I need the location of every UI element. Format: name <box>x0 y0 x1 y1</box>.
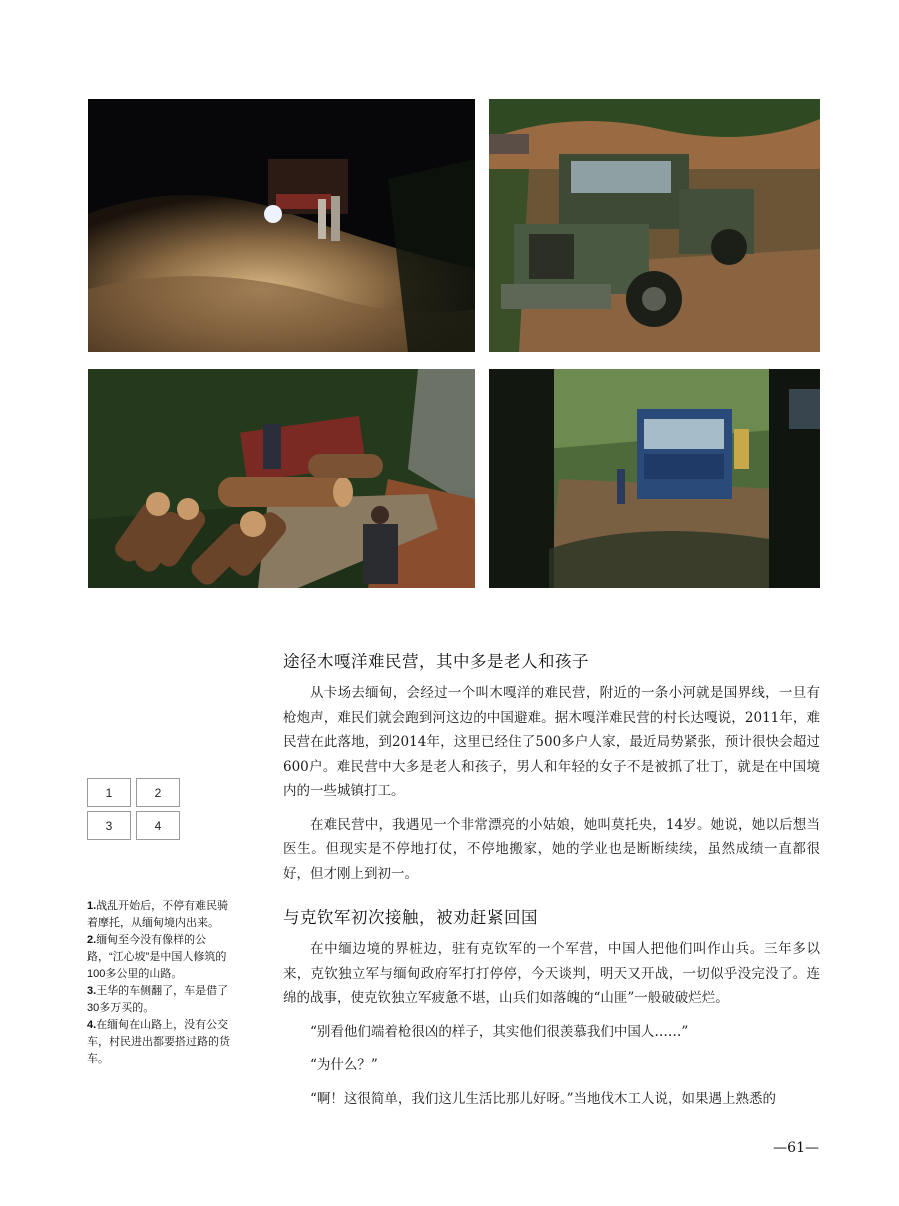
paragraph: 在难民营中，我遇见一个非常漂亮的小姑娘，她叫莫托央，14岁。她说，她以后想当医生。但现实是不停地打仗，不停地搬家，她的学业也是断断续续，虽然成绩一直都很好，但才刚上到初一。 <box>283 816 820 882</box>
page-number: —61— <box>773 1140 819 1156</box>
grid-cell-2: 2 <box>136 778 180 807</box>
quote-paragraph: “为什么？” <box>310 1057 378 1073</box>
section-heading: 与克钦军初次接触，被劝赶紧回国 <box>283 908 538 927</box>
paragraph: “啊！这很简单，我们这儿生活比那儿好呀。”当地伐木工人说，如果遇上熟悉的 <box>310 1090 777 1107</box>
photo-truck-through-window <box>489 369 820 588</box>
caption-1: 1.战乱开始后，不停有难民骑着摩托，从缅甸境内出来。 <box>87 900 229 929</box>
grid-cell-4: 4 <box>136 811 180 840</box>
photo-green-truck <box>489 99 820 352</box>
paragraph: 从卡场去缅甸，会经过一个叫木嘎洋的难民营，附近的一条小河就是国界线，一旦有枪炮声，难民们就会跑到河这边的中国避难。据木嘎洋难民营的村长达嘎说，2011年，难民营在此落地，到2014年，这里已经住了500多户人家，最近局势紧张，预计很快会超过600户。难民营中大多是老人和孩子，男人和年轻的女子不是被抓了壮丁，就是在中国境内的一些城镇打工。 <box>283 685 820 799</box>
section-heading: 途径木嘎洋难民营，其中多是老人和孩子 <box>283 652 589 671</box>
grid-cell-1: 1 <box>87 778 131 807</box>
photo-overturned-log-truck <box>88 369 475 588</box>
grid-cell-3: 3 <box>87 811 131 840</box>
photo-captions <box>87 898 232 1068</box>
photo-position-grid <box>87 778 179 840</box>
paragraph: 在中缅边境的界桩边，驻有克钦军的一个军营，中国人把他们叫作山兵。三年多以来，克钦独立军与缅甸政府军打打停停，今天谈判，明天又开战，一切似乎没完没了。连绵的战事，使克钦独立军疲惫不堪，山兵们如落魄的“山匪”一般破破烂烂。 <box>283 941 820 1006</box>
photo-night-road-truck <box>88 99 475 352</box>
caption-3: 3.王华的车侧翻了，车是借了30多万买的。 <box>87 985 229 1014</box>
quote-paragraph: “别看他们端着枪很凶的样子，其实他们很羡慕我们中国人……” <box>310 1023 689 1040</box>
section-kachin-army <box>283 904 820 1111</box>
section-refugee-camp <box>283 648 820 886</box>
caption-2: 2.缅甸至今没有像样的公路，“江心坡”是中国人修筑的100多公里的山路。 <box>87 934 227 980</box>
caption-4: 4.在缅甸在山路上，没有公交车，村民进出都要搭过路的货车。 <box>87 1019 230 1065</box>
